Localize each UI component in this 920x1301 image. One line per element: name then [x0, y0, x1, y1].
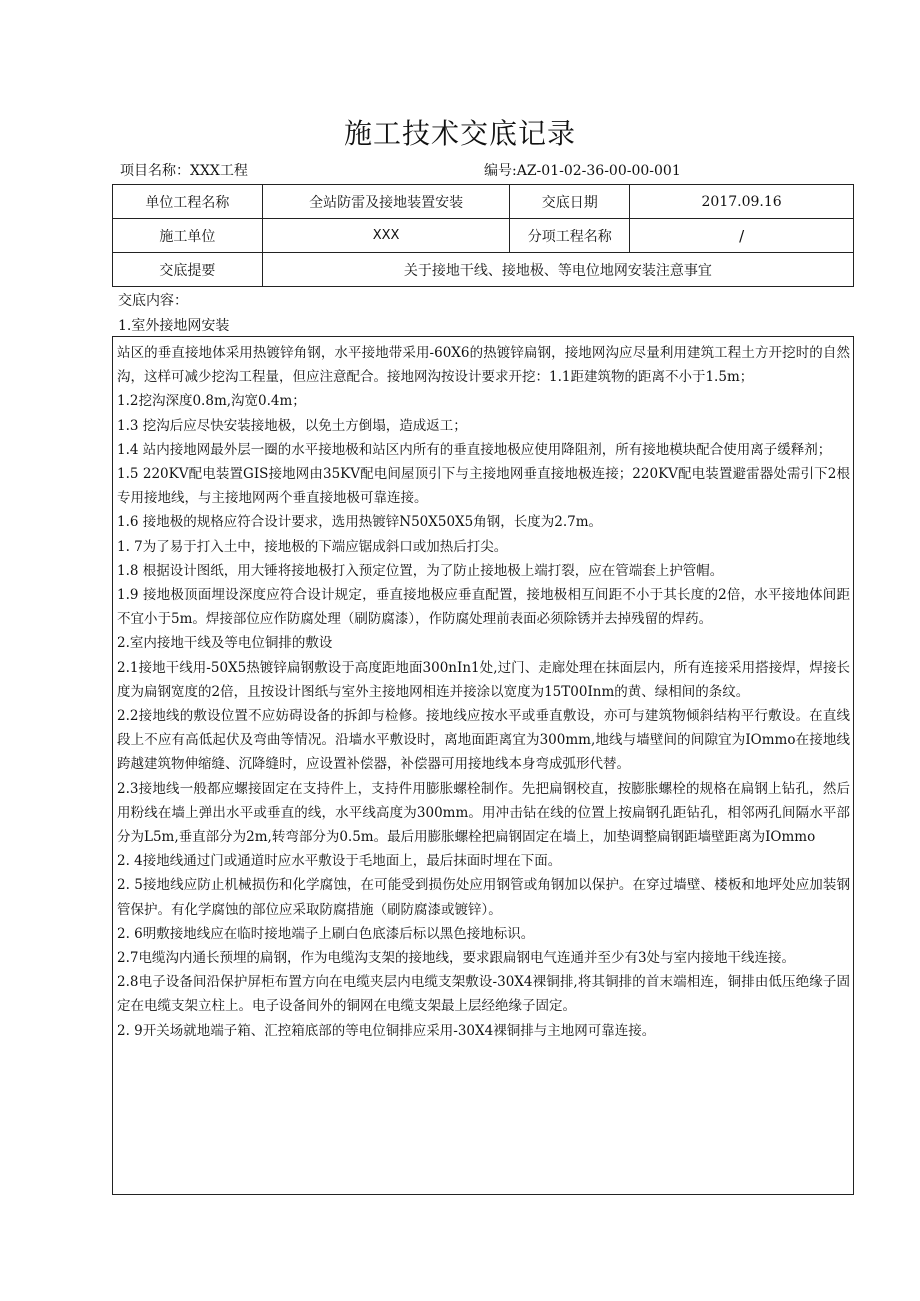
document-title: 施工技术交底记录	[343, 117, 576, 150]
paragraph: 1.2挖沟深度0.8m,沟宽0.4m；	[117, 393, 306, 410]
paragraph: 1.9 接地极顶面埋设深度应符合设计规定，垂直接地极应垂直配置，接地极相互间距不小于其长度的2倍，水平接地体间距不宜小于5m。焊接部位应作防腐处理（刷防腐漆），作防腐处理前表面必须除锈并去掉残留的焊药。	[117, 587, 850, 628]
section-2-title: 2.室内接地干线及等电位铜排的敷设	[117, 635, 333, 652]
paragraph: 1.6 接地极的规格应符合设计要求，选用热镀锌N50X50X5角钢，长度为2.7m。	[117, 514, 603, 531]
paragraph: 2. 9开关场就地端子箱、汇控箱底部的等电位铜排应采用-30X4裸铜排与主地网可靠连接。	[117, 1022, 656, 1039]
paragraph: 2.3接地线一般都应螺接固定在支持件上，支持件用膨胀螺栓制作。先把扁钢校直，按膨胀螺栓的规格在扁钢上钻孔，然后用粉线在墙上弹出水平或垂直的线，水平线高度为300mm。用冲击钻在线的位置上按扁钢孔距钻孔，相邻两孔间隔水平部分为L5m,垂直部分为2m,转弯部分为0.5m。最后用膨胀螺栓把扁钢固定在墙上，加垫调整扁钢距墙壁距离为IOmmo	[117, 780, 850, 846]
info-row-summary	[113, 253, 854, 287]
summary-label: 交底提要	[113, 253, 263, 287]
paragraph: 1.4 站内接地网最外层一圈的水平接地极和站区内所有的垂直接地极应使用降阻剂，所有接地模块配合使用离子缓释剂；	[117, 441, 832, 458]
paragraph: 1.8 根据设计图纸，用大锤将接地极打入预定位置，为了防止接地极上端打裂，应在管端套上护管帽。	[117, 562, 724, 579]
paragraph: 站区的垂直接地体采用热镀锌角钢，水平接地带采用-60X6的热镀锌扁钢，接地网沟应尽量利用建筑工程土方开挖时的自然沟，这样可减少挖沟工程量，但应注意配合。接地网沟按设计要求开挖：1.1距建筑物的距离不小于1.5m；	[117, 345, 850, 386]
paragraph: 2. 6明敷接地线应在临时接地端子上刷白色底漆后标以黑色接地标识。	[117, 925, 535, 942]
info-row-unit	[113, 185, 854, 219]
paragraph: 2.2接地线的敷设位置不应妨碍设备的拆卸与检修。接地线应按水平或垂直敷设，亦可与建筑物倾斜结构平行敷设。在直线段上不应有高低起伏及弯曲等情况。沿墙水平敷设时，离地面距离宜为300mm,地线与墙壁间的间隙宜为IOmmo在接地线跨越建筑物伸缩缝、沉降缝时，应设置补偿器，补偿器可用接地线本身弯成弧形代替。	[117, 708, 850, 773]
project-name: 项目名称：XXX工程	[120, 163, 248, 179]
constructor-label: 施工单位	[113, 219, 263, 253]
paragraph: 1. 7为了易于打入土中，接地极的下端应锯成斜口或加热后打尖。	[117, 538, 508, 555]
sub-value: /	[630, 219, 854, 253]
section-1-title: 1.室外接地网安装	[118, 318, 230, 334]
info-row-constructor	[113, 219, 854, 253]
unit-label: 单位工程名称	[113, 185, 263, 219]
paragraph: 2. 4接地线通过门或通道时应水平敷设于毛地面上，最后抹面时埋在下面。	[117, 853, 562, 870]
paragraph: 1.5 220KV配电装置GIS接地网由35KV配电间屋顶引下与主接地网垂直接地极连接；220KV配电装置避雷器处需引下2根专用接地线，与主接地网两个垂直接地极可靠连接。	[117, 466, 850, 507]
paragraph: 2.8电子设备间沿保护屏柜布置方向在电缆夹层内电缆支架敷设-30X4裸铜排,将其铜排的首末端相连，铜排由低压绝缘子固定在电缆支架立柱上。电子设备间外的铜网在电缆支架最上层经绝缘子固定。	[117, 974, 850, 1015]
paragraph: 2.7电缆沟内通长预埋的扁钢，作为电缆沟支架的接地线，要求跟扁钢电气连通并至少有3处与室内接地干线连接。	[117, 950, 796, 967]
content-label: 交底内容：	[118, 293, 188, 309]
paragraph: 2. 5接地线应防止机械损伤和化学腐蚀，在可能受到损伤处应用钢管或角钢加以保护。在穿过墙壁、楼板和地坪处应加装钢管保护。有化学腐蚀的部位应采取防腐措施（刷防腐漆或镀锌）。	[117, 877, 850, 918]
unit-value: 全站防雷及接地装置安装	[262, 185, 510, 219]
paragraph: 1.3 挖沟后应尽快安装接地极，以免土方倒塌，造成返工；	[117, 417, 467, 434]
sub-label: 分项工程名称	[510, 219, 630, 253]
content-body	[112, 336, 854, 1195]
summary-value: 关于接地干线、接地极、等电位地网安装注意事宜	[262, 253, 853, 287]
date-label: 交底日期	[510, 185, 630, 219]
date-value: 2017.09.16	[630, 185, 854, 219]
constructor-value: XXX	[262, 219, 510, 253]
paragraph: 2.1接地干线用-50X5热镀锌扁钢敷设于高度距地面300nIn1处,过门、走廊处理在抹面层内，所有连接采用搭接焊，焊接长度为扁钢宽度的2倍，且按设计图纸与室外主接地网相连并接涂以宽度为15T00Inm的黄、绿相间的条纹。	[117, 659, 850, 700]
document-number: 编号:AZ-01-02-36-00-00-001	[484, 163, 681, 179]
info-table	[112, 184, 854, 287]
